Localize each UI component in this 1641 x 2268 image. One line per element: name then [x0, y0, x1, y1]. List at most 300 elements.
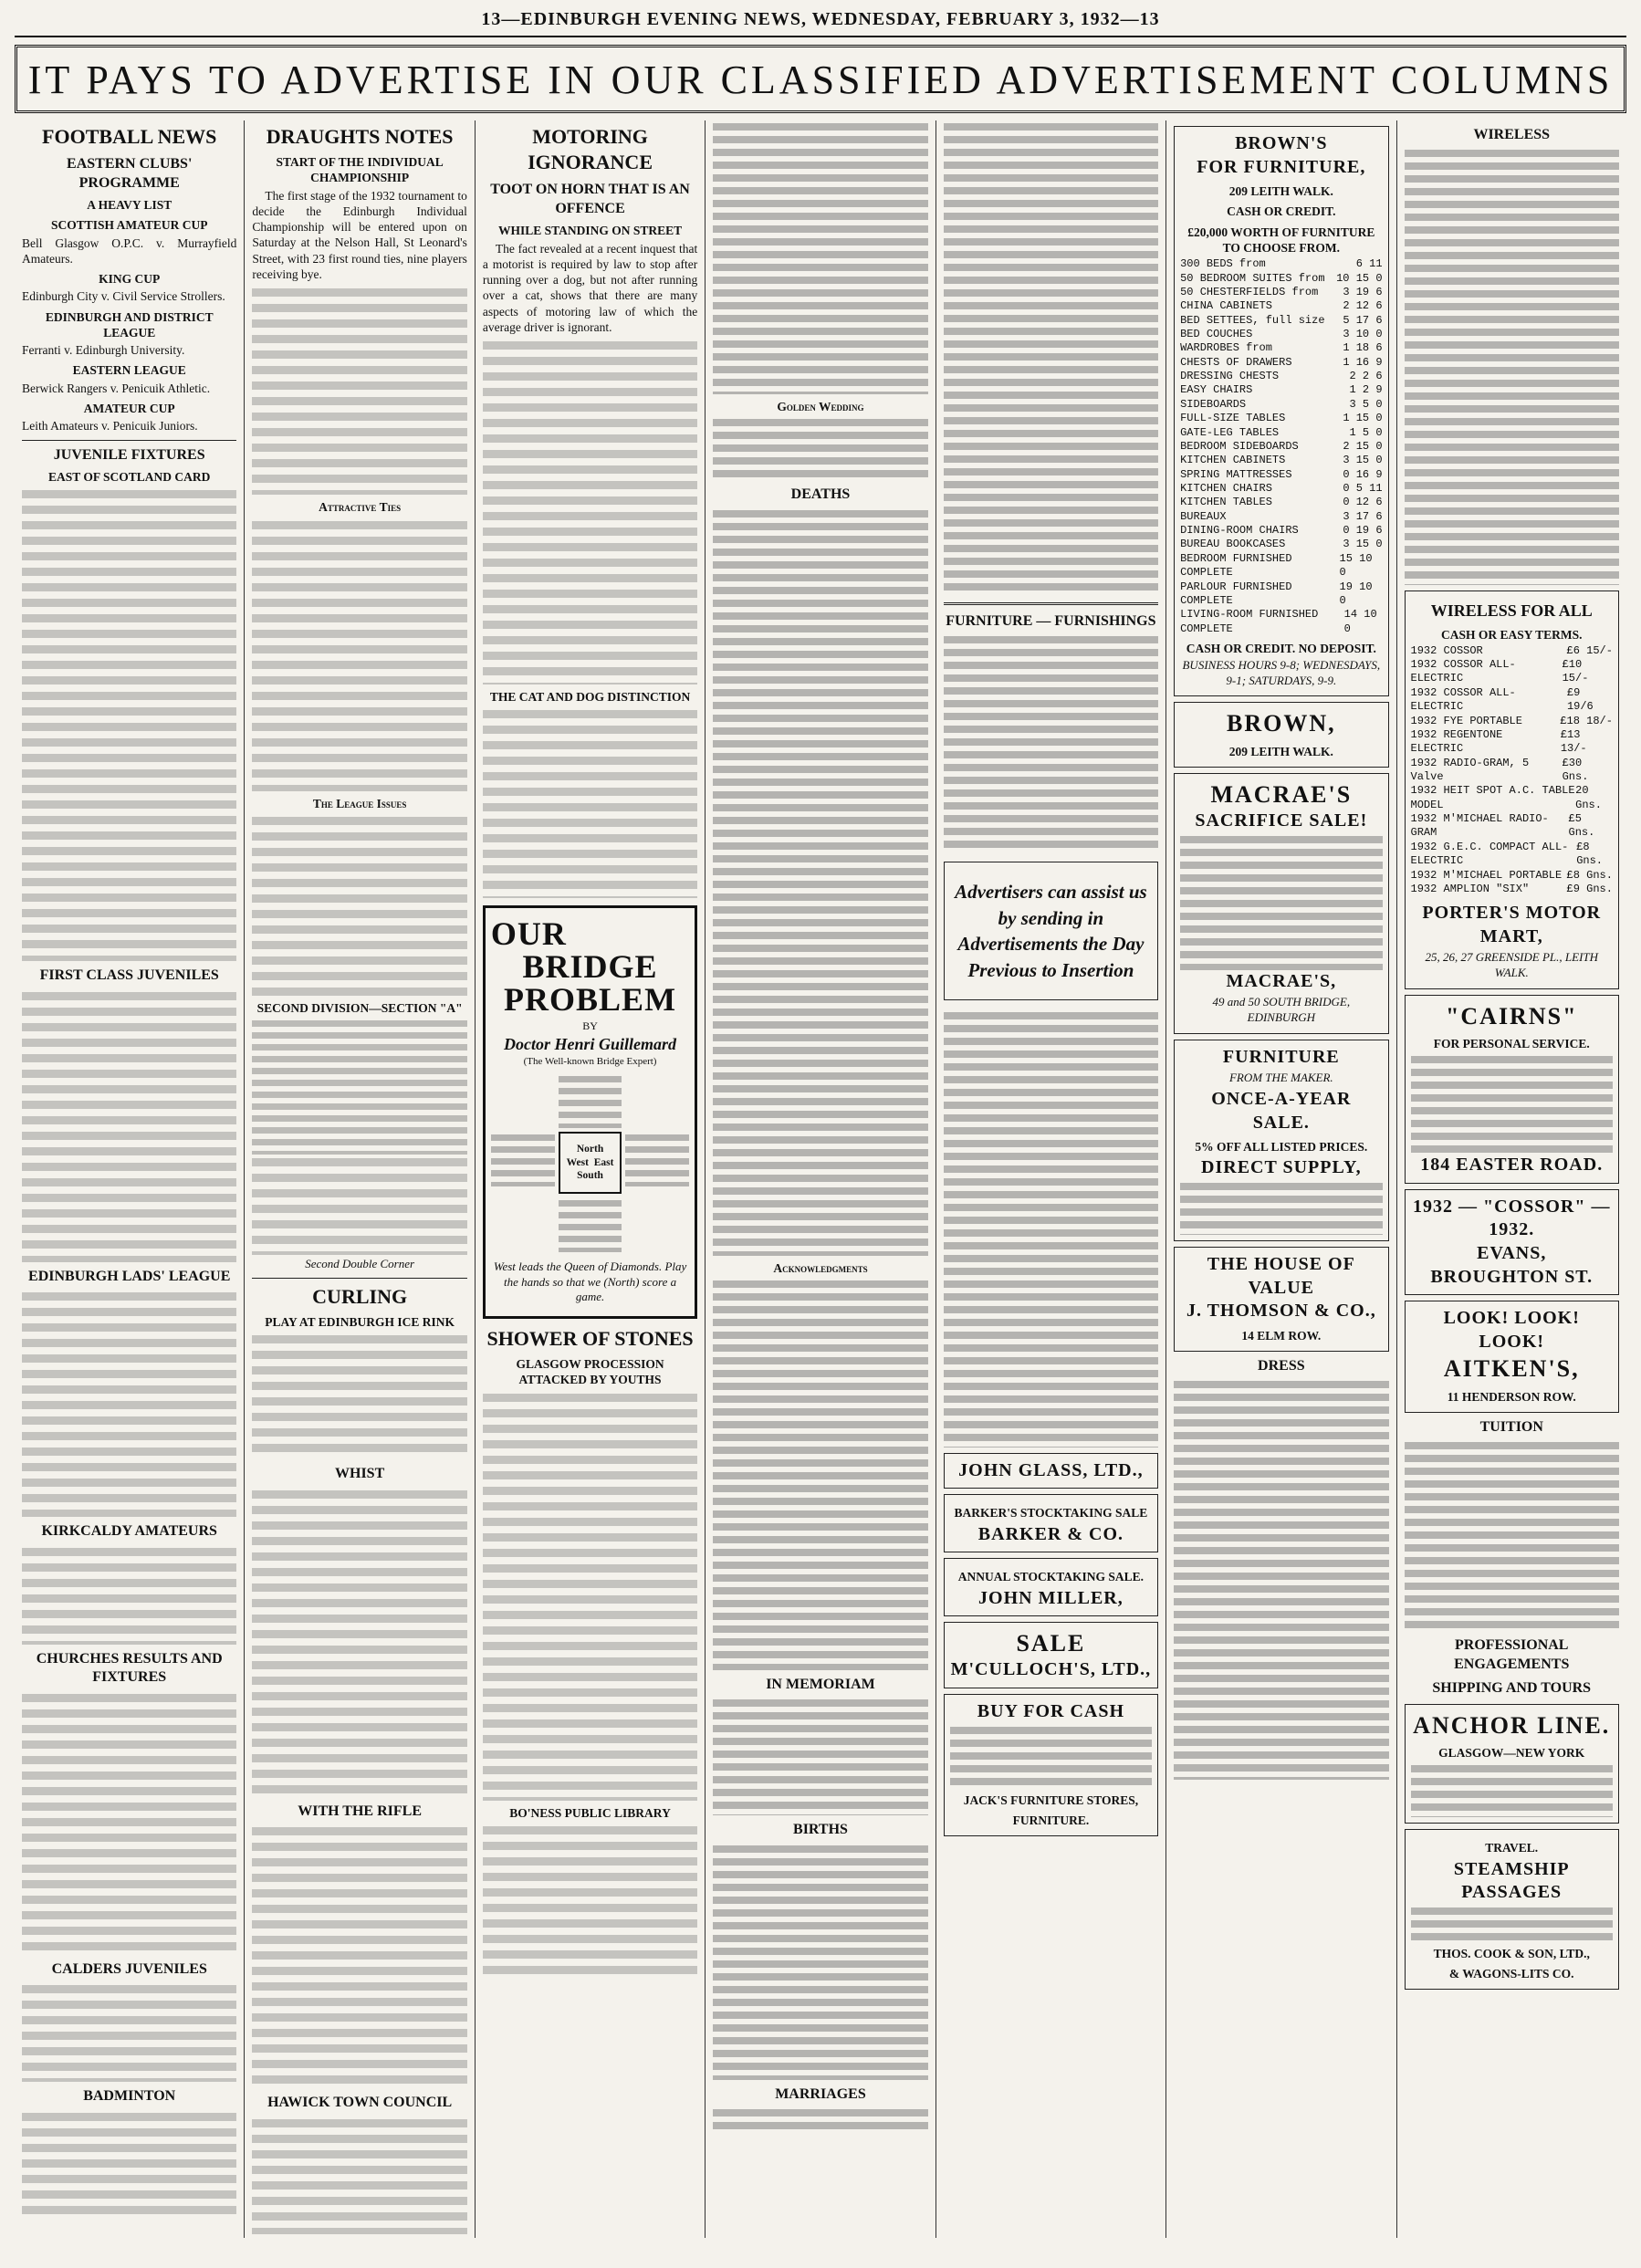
glass-title: JOHN GLASS, LTD.,: [958, 1459, 1144, 1480]
wireless-set-row-label: 1932 REGENTONE ELECTRIC: [1410, 727, 1503, 756]
wireless-heading: WIRELESS: [1473, 127, 1551, 142]
price-row-price: 10 15 0: [1336, 271, 1383, 285]
wireless-set-row-price: £6 15/-: [1566, 643, 1613, 657]
glass-ad: [944, 1453, 1158, 1489]
wireless-set-row-label: 1932 COSSOR ALL-ELECTRIC: [1410, 658, 1516, 685]
memoriam-heading: IN MEMORIAM: [766, 1677, 875, 1692]
notice-text: [944, 120, 1158, 595]
acknowledgments-heading: Acknowledgments: [773, 1260, 868, 1275]
anchor-name: ANCHOR LINE.: [1413, 1711, 1611, 1739]
miller-ad: [944, 1558, 1158, 1616]
price-row-price: 0 19 6: [1343, 524, 1383, 538]
bridge-author: Doctor Henri Guillemard: [504, 1034, 677, 1053]
price-row: [1180, 272, 1382, 286]
hand-pad: [491, 1197, 555, 1252]
price-row: [1180, 398, 1382, 412]
price-row-price: 6 11: [1355, 257, 1383, 271]
fixture-list: [22, 217, 236, 434]
wireless-set-row-price: £18 18/-: [1560, 714, 1613, 727]
cossor-year: 1932 — "COSSOR" — 1932.: [1413, 1196, 1611, 1240]
porters-addr: 25, 26, 27 GREENSIDE PL., LEITH WALK.: [1425, 950, 1599, 980]
price-row-price: 3 10 0: [1343, 328, 1383, 341]
hand-north-pad: [491, 1073, 555, 1128]
price-row: [1180, 356, 1382, 370]
wireless-set-row-label: 1932 M'MICHAEL PORTABLE: [1410, 868, 1563, 882]
ad-text: [1180, 1180, 1382, 1235]
body-text: [252, 2116, 466, 2234]
masthead: 13—EDINBURGH EVENING NEWS, WEDNESDAY, FEBRUARY 3, 1932—13: [15, 9, 1626, 37]
maker-ad: [1174, 1040, 1388, 1241]
columns: [15, 120, 1626, 2238]
hawick-title: HAWICK TOWN COUNCIL: [267, 2095, 453, 2111]
calders-heading: CALDERS JUVENILES: [51, 1960, 207, 1977]
anchor-sub: GLASGOW—NEW YORK: [1438, 1746, 1585, 1761]
wireless-set-row-label: 1932 COSSOR ALL-ELECTRIC: [1410, 685, 1516, 714]
jack-ad: [944, 1694, 1158, 1836]
body-text: [252, 285, 466, 495]
notice-text: [713, 120, 927, 394]
hand-pad: [625, 1073, 689, 1128]
fixture-item: KING CUP: [99, 272, 161, 287]
hand-south: [559, 1197, 622, 1252]
eastern-clubs-heading: EASTERN CLUBS' PROGRAMME: [67, 156, 193, 191]
price-row: [1180, 286, 1382, 299]
look-look: LOOK! LOOK! LOOK!: [1443, 1308, 1580, 1352]
notice-text: [713, 1843, 927, 2080]
body-text: [22, 2109, 236, 2219]
price-row-label: KITCHEN CHAIRS: [1180, 482, 1272, 495]
ad-text: [950, 1724, 1152, 1788]
browns-worth: £20,000 WORTH OF FURNITURE TO CHOOSE FROM.: [1187, 225, 1375, 255]
price-row: [1180, 412, 1382, 425]
bridge-problem-box: [483, 905, 697, 1319]
fixture-item: Leith Amateurs v. Penicuik Juniors.: [22, 419, 198, 434]
once-sale: ONCE-A-YEAR SALE.: [1211, 1088, 1352, 1133]
classified-text: [1405, 147, 1619, 585]
price-row-price: 1 2 9: [1349, 383, 1383, 397]
steamship-heading: STEAMSHIP PASSAGES: [1453, 1858, 1570, 1903]
wireless-set-list: [1411, 644, 1613, 896]
rifle-title: WITH THE RIFLE: [298, 1803, 422, 1819]
cook-name: THOS. COOK & SON, LTD.,: [1433, 1946, 1590, 1960]
professional-heading: PROFESSIONAL ENGAGEMENTS: [1454, 1637, 1570, 1672]
mculloch-title: M'CULLOCH'S, LTD.,: [950, 1659, 1152, 1680]
cairns-ad: [1405, 995, 1619, 1184]
easter-road: 184 EASTER ROAD.: [1420, 1155, 1604, 1176]
price-row-label: BUREAU BOOKCASES: [1180, 538, 1286, 551]
aitken-addr: 11 HENDERSON ROW.: [1447, 1389, 1576, 1404]
wireless-set-row-label: 1932 COSSOR: [1410, 643, 1483, 657]
price-row: [1180, 341, 1382, 355]
wireless-set-row-price: £5 Gns.: [1568, 812, 1595, 840]
bridge-title: BRIDGE PROBLEM: [504, 948, 677, 1019]
body-text: [22, 988, 236, 1262]
price-row: [1180, 370, 1382, 383]
fixture-item: AMATEUR CUP: [83, 402, 175, 416]
column-motoring: [476, 120, 706, 2238]
wireless-set-row: [1411, 715, 1613, 728]
bridge-by: BY: [582, 1019, 598, 1033]
price-row-label: LIVING-ROOM FURNISHED COMPLETE: [1180, 608, 1319, 635]
classified-text: [944, 1009, 1158, 1448]
price-row-price: 2 12 6: [1343, 299, 1383, 313]
stones-title: SHOWER OF STONES: [486, 1326, 694, 1350]
business-hours: BUSINESS HOURS 9-8; WEDNESDAYS, 9-1; SATURDAYS, 9-9.: [1182, 658, 1381, 687]
mculloch-ad: [944, 1622, 1158, 1688]
price-row-label: BUREAUX: [1180, 509, 1227, 523]
price-row-label: CHESTS OF DRAWERS: [1180, 355, 1292, 369]
price-row: [1180, 328, 1382, 341]
wireless-set-row: [1411, 644, 1613, 658]
body-text: [483, 706, 697, 898]
price-row-label: EASY CHAIRS: [1180, 383, 1253, 397]
price-row: [1180, 383, 1382, 397]
compass-north: North: [576, 1143, 604, 1155]
hand-east: [625, 1132, 689, 1186]
price-row-label: 300 BEDS from: [1180, 257, 1266, 271]
browns-cash: CASH OR CREDIT.: [1227, 204, 1336, 219]
column-draughts: [245, 120, 475, 2238]
wireless-set-row-price: 20 Gns.: [1575, 784, 1602, 811]
price-row: [1180, 482, 1382, 496]
cossor-ad: [1405, 1189, 1619, 1295]
sale-title: SALE: [1016, 1630, 1086, 1657]
brown2-addr: 209 LEITH WALK.: [1228, 744, 1333, 758]
badminton-heading: BADMINTON: [83, 2088, 176, 2105]
aitken-ad: [1405, 1301, 1619, 1413]
compass-south: South: [577, 1170, 603, 1182]
brown2-name: BROWN,: [1227, 710, 1336, 737]
furniture-heading: FURNITURE — FURNISHINGS: [946, 613, 1156, 629]
classified-text: [1174, 1378, 1388, 1780]
from-maker: FROM THE MAKER.: [1228, 1071, 1333, 1085]
juvenile-fixtures-heading: JUVENILE FIXTURES: [53, 446, 205, 463]
thomson-name: J. THOMSON & CO.,: [1186, 1301, 1376, 1322]
price-row-price: 2 2 6: [1349, 370, 1383, 383]
cash-terms: CASH OR EASY TERMS.: [1440, 627, 1583, 642]
bridge-note: (The Well-known Bridge Expert): [523, 1055, 657, 1067]
body-text: [252, 1332, 466, 1459]
wireless-set-row: [1411, 869, 1613, 883]
curling-sub: PLAY AT EDINBURGH ICE RINK: [265, 1314, 455, 1329]
price-row-label: CHINA CABINETS: [1180, 299, 1272, 313]
price-row: [1180, 314, 1382, 328]
wireless-set-row-price: £8 Gns.: [1566, 868, 1613, 882]
column-notices-2: [936, 120, 1166, 2238]
price-row-price: 1 18 6: [1343, 341, 1383, 355]
sacrifice-sale: SACRIFICE SALE!: [1195, 810, 1368, 831]
price-row-label: BEDROOM SIDEBOARDS: [1180, 439, 1299, 453]
east-scotland-heading: EAST OF SCOTLAND CARD: [48, 470, 211, 485]
ad-text: [1411, 1762, 1613, 1817]
price-row-label: FULL-SIZE TABLES: [1180, 412, 1286, 425]
price-row-label: SIDEBOARDS: [1180, 397, 1247, 411]
body-text: [483, 1390, 697, 1801]
fixture-item: Berwick Rangers v. Penicuik Athletic.: [22, 381, 211, 395]
price-row: [1180, 440, 1382, 454]
signature: Second Double Corner: [305, 1257, 415, 1271]
fixture-item: EDINBURGH AND DISTRICT LEAGUE: [45, 309, 214, 340]
cat-dog-heading: THE CAT AND DOG DISTINCTION: [489, 690, 691, 705]
price-row: [1180, 510, 1382, 524]
dress-heading: DRESS: [1258, 1358, 1305, 1374]
buy-for-cash: BUY FOR CASH: [977, 1701, 1125, 1722]
wireless-set-row-label: 1932 G.E.C. COMPACT ALL-ELECTRIC: [1410, 840, 1569, 868]
barker-ad: [944, 1494, 1158, 1552]
notice-text: [713, 416, 927, 480]
first-class-juveniles-heading: FIRST CLASS JUVENILES: [39, 967, 219, 984]
price-row-price: 3 15 0: [1343, 538, 1383, 551]
stones-sub: GLASGOW PROCESSION ATTACKED BY YOUTHS: [516, 1357, 664, 1387]
price-row: [1180, 468, 1382, 482]
kirkcaldy-heading: KIRKCALDY AMATEURS: [41, 1523, 217, 1540]
advertisers-notice: Advertisers can assist us by sending in Advertisements the Day Previous to Insertion: [944, 862, 1158, 999]
miller-title: JOHN MILLER,: [978, 1587, 1124, 1608]
wireless-set-row: [1411, 658, 1613, 686]
whist-title: WHIST: [335, 1466, 385, 1482]
macraes-name: MACRAE'S: [1210, 781, 1353, 808]
price-row-price: 14 10 0: [1343, 608, 1377, 635]
price-row-price: 0 12 6: [1343, 496, 1383, 509]
wireless-set-row-label: 1932 HEIT SPOT A.C. TABLE MODEL: [1410, 784, 1575, 811]
price-row: [1180, 496, 1382, 509]
hand-west: [491, 1132, 555, 1186]
column-notices: [706, 120, 935, 2238]
notice-text: [713, 507, 927, 1256]
curling-title: CURLING: [312, 1284, 408, 1308]
price-row: [1180, 580, 1382, 609]
wireless-set-row-label: 1932 AMPLION "SIX": [1410, 882, 1530, 895]
body-text: [483, 338, 697, 685]
body-text: [22, 1981, 236, 2082]
body-text: [252, 517, 466, 791]
wireless-set-row-price: £30 Gns.: [1562, 756, 1589, 783]
column-football: [15, 120, 245, 2238]
barker-head: BARKER'S STOCKTAKING SALE: [954, 1506, 1148, 1521]
price-row-label: KITCHEN CABINETS: [1180, 454, 1286, 467]
lads-league-heading: EDINBURGH LADS' LEAGUE: [28, 1268, 231, 1284]
price-row-label: BED COUCHES: [1180, 328, 1253, 341]
column-wireless: [1397, 120, 1626, 2238]
notice-text: [713, 2106, 927, 2134]
league-issues-heading: The League Issues: [312, 796, 407, 810]
price-row: [1180, 552, 1382, 580]
wireless-set-row: [1411, 883, 1613, 896]
travel-heading: TRAVEL.: [1485, 1841, 1539, 1855]
wireless-set-row-label: 1932 FYE PORTABLE: [1410, 714, 1522, 727]
price-row: [1180, 257, 1382, 271]
hand-north: [559, 1073, 622, 1128]
wireless-set-row-price: £8 Gns.: [1576, 840, 1604, 868]
football-title: FOOTBALL NEWS: [42, 125, 217, 148]
bridge-our: OUR: [490, 915, 567, 953]
price-row-label: KITCHEN TABLES: [1180, 496, 1272, 509]
draughts-title: DRAUGHTS NOTES: [266, 125, 454, 148]
compass-west: West: [566, 1156, 589, 1168]
wireless-set-row: [1411, 728, 1613, 757]
fixture-item: Edinburgh City v. Civil Service Strollers.: [22, 289, 225, 304]
cook-name-2: & WAGONS-LITS CO.: [1448, 1967, 1574, 1981]
price-list: [1180, 257, 1382, 636]
wireless-set-row-price: £10 15/-: [1562, 658, 1589, 685]
price-row-price: 1 16 9: [1343, 355, 1383, 369]
price-row-price: 2 15 0: [1343, 439, 1383, 453]
furniture-maker: FURNITURE: [1222, 1046, 1340, 1067]
wireless-set-row-label: 1932 M'MICHAEL RADIO-GRAM: [1410, 812, 1549, 840]
divider: [944, 602, 1158, 605]
browns-for: FOR FURNITURE,: [1197, 156, 1366, 177]
thomson-addr: 14 ELM ROW.: [1241, 1328, 1322, 1343]
wireless-set-row: [1411, 841, 1613, 869]
cairns-name: "CAIRNS": [1445, 1002, 1578, 1029]
ad-text: [1411, 1905, 1613, 1941]
macraes-ad: [1174, 773, 1388, 1034]
price-row-label: 50 BEDROOM SUITES from: [1180, 271, 1325, 285]
marriages-heading: MARRIAGES: [775, 2085, 866, 2102]
jack-title: JACK'S FURNITURE STORES,: [963, 1792, 1139, 1807]
draughts-paragraph: The first stage of the 1932 tournament to decide the Edinburgh Individual Championship will be entered upon on Saturday at the Nelson Hall, St Leonard's Street, with 23 first round ties, nine players receiving bye.: [252, 188, 467, 282]
notice-text: [713, 1697, 927, 1815]
body-text: [252, 1487, 466, 1797]
price-row-label: BED SETTEES, full size: [1180, 313, 1325, 327]
wireless-set-row: [1411, 784, 1613, 812]
price-row: [1180, 608, 1382, 636]
browns-ad: [1174, 126, 1388, 696]
classified-text: [1405, 1439, 1619, 1631]
body-text: [22, 486, 236, 961]
direct-supply: DIRECT SUPPLY,: [1201, 1157, 1362, 1178]
wireless-set-row: [1411, 812, 1613, 841]
price-row: [1180, 426, 1382, 440]
price-row-price: 1 5 0: [1349, 425, 1383, 439]
births-heading: BIRTHS: [793, 1822, 848, 1838]
motoring-sub2: WHILE STANDING ON STREET: [497, 224, 683, 238]
price-row-price: 19 10 0: [1339, 580, 1373, 607]
divider: [252, 1278, 466, 1279]
price-row-price: 5 17 6: [1343, 313, 1383, 327]
wireless-set-row-price: £9 19/6: [1566, 685, 1594, 714]
price-row: [1180, 524, 1382, 538]
fixture-item: Ferranti v. Edinburgh University.: [22, 343, 185, 358]
compass-east: East: [593, 1156, 614, 1168]
churches-heading: CHURCHES RESULTS AND FIXTURES: [36, 1650, 223, 1686]
price-row-label: PARLOUR FURNISHED COMPLETE: [1180, 580, 1292, 607]
compass-west-east: [560, 1156, 621, 1170]
hand-pad: [625, 1197, 689, 1252]
tuition-heading: TUITION: [1479, 1418, 1543, 1435]
bridge-caption: West leads the Queen of Diamonds. Play the hands so that we (North) score a game.: [493, 1259, 687, 1304]
wireless-all: WIRELESS FOR ALL: [1430, 601, 1593, 621]
body-text: [252, 1155, 466, 1255]
price-row-label: WARDROBES from: [1180, 341, 1272, 355]
price-row-label: SPRING MATTRESSES: [1180, 467, 1292, 481]
motoring-title: MOTORING IGNORANCE: [528, 125, 653, 174]
price-row-price: 3 5 0: [1349, 397, 1383, 411]
divider: [22, 440, 236, 441]
column-furniture: [1166, 120, 1396, 2238]
price-row-price: 3 17 6: [1343, 509, 1383, 523]
motoring-paragraph: The fact revealed at a recent inquest that a motorist is required by law to stop after running over a dog, but not after running over a cat, shows that there are many aspects of motoring law of which the average driver is ignorant.: [482, 241, 698, 334]
draughts-sub: START OF THE INDIVIDUAL CHAMPIONSHIP: [276, 155, 444, 185]
price-row: [1180, 454, 1382, 467]
price-row-price: 3 15 0: [1343, 454, 1383, 467]
price-row-price: 0 16 9: [1343, 467, 1383, 481]
price-row-price: 3 19 6: [1343, 285, 1383, 298]
deaths-heading: DEATHS: [790, 486, 851, 503]
bridge-hands: [491, 1073, 689, 1252]
classified-text: [944, 633, 1158, 852]
wireless-set-row: [1411, 757, 1613, 785]
body-text: [22, 1544, 236, 1645]
barker-title: BARKER & CO.: [977, 1523, 1124, 1544]
price-row-label: 50 CHESTERFIELDS from: [1180, 285, 1319, 298]
wireless-set-row-label: 1932 RADIO-GRAM, 5 Valve: [1410, 756, 1530, 783]
league-table: [252, 1018, 466, 1155]
shipping-heading: SHIPPING AND TOURS: [1432, 1680, 1592, 1697]
price-row: [1180, 538, 1382, 551]
macraes2-addr: 49 and 50 SOUTH BRIDGE, EDINBURGH: [1212, 995, 1351, 1025]
section-heading: SECOND DIVISION—SECTION "A": [256, 1000, 463, 1015]
jack-furniture: FURNITURE.: [1012, 1813, 1090, 1827]
discount: 5% OFF ALL LISTED PRICES.: [1195, 1140, 1368, 1155]
golden-wedding-heading: Golden Wedding: [777, 400, 864, 413]
heavy-list-heading: A HEAVY LIST: [87, 198, 172, 213]
compass-box: [559, 1132, 622, 1194]
notice-text: [713, 1278, 927, 1670]
price-row-label: DINING-ROOM CHAIRS: [1180, 524, 1299, 538]
price-row: [1180, 299, 1382, 313]
macraes2-name: MACRAE'S,: [1226, 970, 1337, 991]
anchor-ad: [1405, 1704, 1619, 1824]
price-row-price: 0 5 11: [1343, 482, 1383, 495]
body-text: [483, 1823, 697, 1978]
wireless-all-ad: [1405, 591, 1619, 988]
body-text: [252, 813, 466, 996]
brown2-ad: [1174, 702, 1388, 768]
wireless-set-row-price: £13 13/-: [1560, 727, 1587, 756]
browns-footer: CASH OR CREDIT. NO DEPOSIT.: [1186, 641, 1376, 655]
thomson-ad: [1174, 1247, 1388, 1352]
price-row-price: 1 15 0: [1343, 412, 1383, 425]
attractive-ties-heading: Attractive Ties: [319, 500, 402, 515]
porters-name: PORTER'S MOTOR MART,: [1422, 903, 1602, 946]
price-row-label: GATE-LEG TABLES: [1180, 425, 1280, 439]
body-text: [22, 1690, 236, 1955]
browns-name: BROWN'S: [1235, 133, 1328, 153]
ad-text: [1411, 1053, 1613, 1154]
house-of-value: THE HOUSE OF VALUE: [1207, 1253, 1355, 1298]
price-row-label: BEDROOM FURNISHED COMPLETE: [1180, 551, 1292, 580]
fixture-item: Bell Glasgow O.P.C. v. Murrayfield Amateurs.: [22, 235, 237, 266]
price-row-price: 15 10 0: [1339, 551, 1373, 580]
classified-banner: IT PAYS TO ADVERTISE IN OUR CLASSIFIED ADVERTISEMENT COLUMNS: [15, 45, 1626, 113]
ad-text: [1180, 833, 1382, 970]
annual-sale: ANNUAL STOCKTAKING SALE.: [957, 1570, 1144, 1584]
price-row-label: DRESSING CHESTS: [1180, 370, 1280, 383]
body-text: [22, 1289, 236, 1517]
evans-name: EVANS, BROUGHTON ST.: [1430, 1242, 1594, 1287]
library-heading: BO'NESS PUBLIC LIBRARY: [509, 1805, 671, 1820]
wireless-set-row: [1411, 686, 1613, 715]
cairns-sub: FOR PERSONAL SERVICE.: [1433, 1036, 1590, 1050]
browns-addr: 209 LEITH WALK.: [1228, 184, 1333, 199]
motoring-sub: TOOT ON HORN THAT IS AN OFFENCE: [490, 182, 690, 216]
wireless-set-row-price: £9 Gns.: [1566, 882, 1613, 895]
aitken-name: AITKEN'S,: [1443, 1355, 1580, 1383]
fixture-item: SCOTTISH AMATEUR CUP: [50, 218, 208, 233]
cook-ad: [1405, 1829, 1619, 1990]
fixture-item: EASTERN LEAGUE: [72, 363, 186, 378]
